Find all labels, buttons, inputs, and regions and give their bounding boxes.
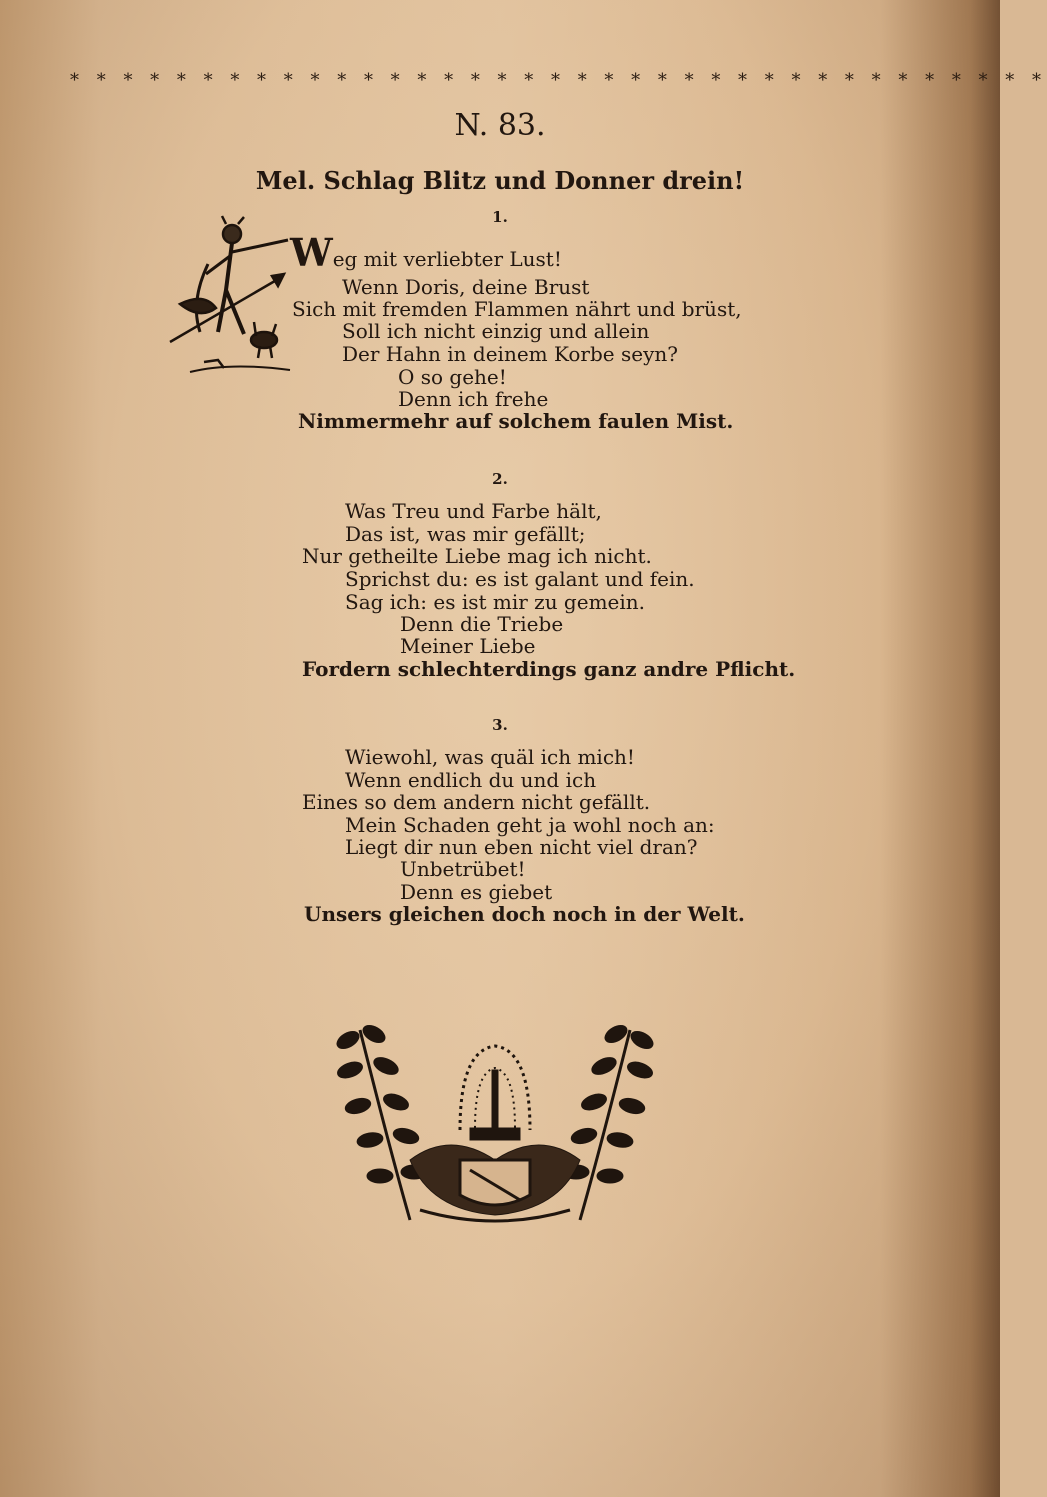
drop-initial: W xyxy=(290,230,333,275)
verse-1-line-7: Denn ich frehe xyxy=(398,387,549,411)
fountain-ornament-icon xyxy=(330,1010,660,1240)
verse-1-line-8: Nimmermehr auf solchem faulen Mist. xyxy=(298,409,734,433)
star-rule: * * * * * * * * * * * * * * * * * * * * * * * * * * * * * * * * * * * * * xyxy=(70,70,1047,91)
verse-3-line-8: Unsers gleichen doch noch in der Welt. xyxy=(304,902,745,926)
verse-2-line-3: Nur getheilte Liebe mag ich nicht. xyxy=(302,544,652,568)
woodcut-initial-figure-icon xyxy=(160,212,300,384)
verse-1-line-5: Der Hahn in deinem Korbe seyn? xyxy=(342,342,678,366)
verse-2-line-6: Denn die Triebe xyxy=(400,612,564,636)
verse-1-line-6: O so gehe! xyxy=(398,365,507,389)
verse-3-line-2: Wenn endlich du und ich xyxy=(345,768,597,792)
verse-2-line-5: Sag ich: es ist mir zu gemein. xyxy=(345,590,645,614)
verse-3-line-4: Mein Schaden geht ja wohl noch an: xyxy=(345,813,715,837)
verse-2-line-1: Was Treu und Farbe hält, xyxy=(345,499,602,523)
verse-1-line-1 xyxy=(290,230,562,275)
verse-2-line-2: Das ist, was mir gefällt; xyxy=(345,522,586,546)
verse-2-line-7: Meiner Liebe xyxy=(400,634,536,658)
verse-3-line-6: Unbetrübet! xyxy=(400,857,526,881)
verse-3-line-3: Eines so dem andern nicht gefällt. xyxy=(302,790,651,814)
verse-number-2: 2. xyxy=(492,470,508,488)
verse-1-line-3: Sich mit fremden Flammen nährt und brüst, xyxy=(292,297,742,321)
verse-number-3: 3. xyxy=(492,716,508,734)
verse-3-line-5: Liegt dir nun eben nicht viel dran? xyxy=(345,835,698,859)
verse-number-1: 1. xyxy=(492,208,508,226)
verse-1-line-4: Soll ich nicht einzig und allein xyxy=(342,319,650,343)
verse-3-line-1: Wiewohl, was quäl ich mich! xyxy=(345,745,635,769)
verse-1-line-2: Wenn Doris, deine Brust xyxy=(342,275,590,299)
verse-1-line-1-text: eg mit verliebter Lust! xyxy=(332,247,562,271)
song-number: N. 83. xyxy=(454,108,546,143)
verse-2-line-8: Fordern schlechterdings ganz andre Pflicht. xyxy=(302,657,796,681)
verse-3-line-7: Denn es giebet xyxy=(400,880,553,904)
verse-2-line-4: Sprichst du: es ist galant und fein. xyxy=(345,567,695,591)
melody-heading: Mel. Schlag Blitz und Donner drein! xyxy=(255,166,745,195)
